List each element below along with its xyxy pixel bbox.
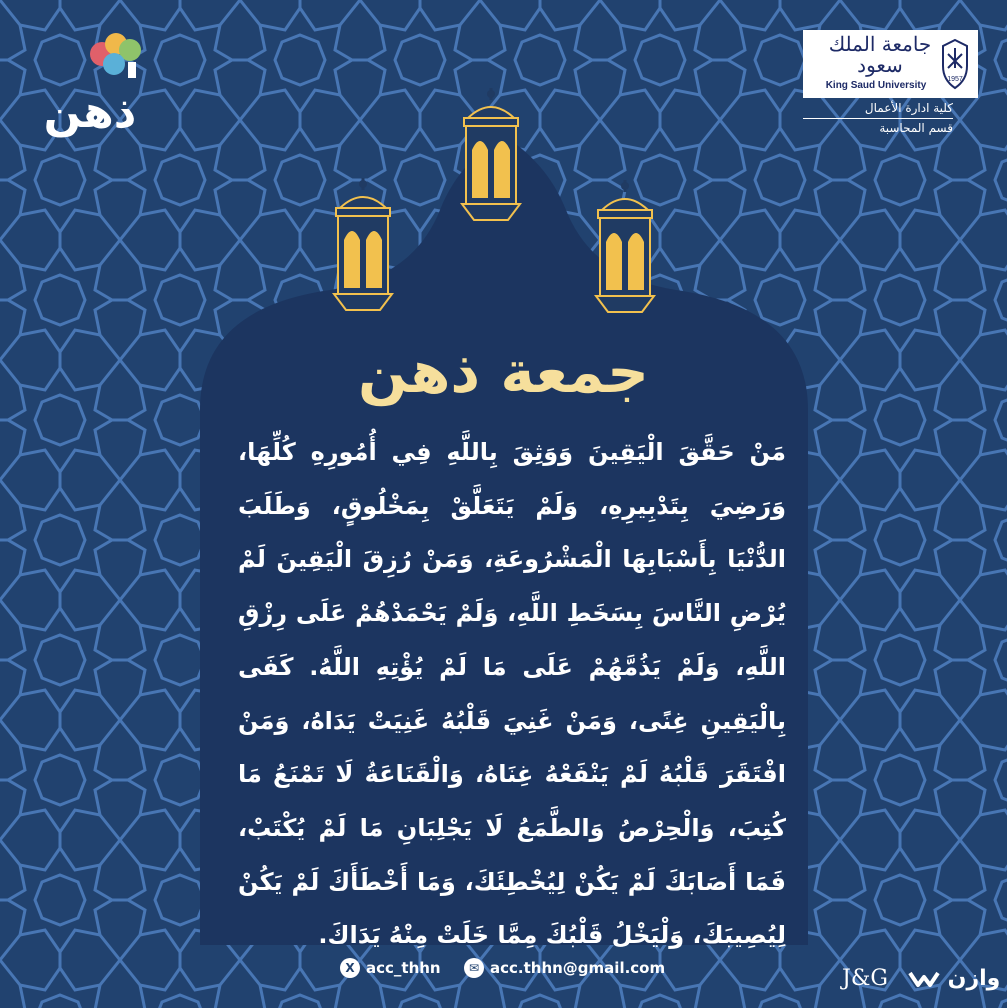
x-handle: acc_thhn: [366, 959, 441, 977]
lantern-center-icon: [458, 88, 524, 228]
lantern-left-icon: [330, 178, 396, 318]
sponsor-wazen-name: وازن: [947, 966, 1001, 991]
x-logo-icon: X: [340, 958, 360, 978]
university-logo: [803, 30, 978, 98]
post-body: مَنْ حَقَّقَ الْيَقِينَ وَوَثِقَ بِاللَّهِ فِي أُمُورِهِ كُلِّهَا، وَرَضِيَ بِتَدْبِيرِهِ، وَلَمْ يَتَعَلَّقْ بِمَخْلُوقٍ، وَطَلَبَ الدُّنْيَا بِأَسْبَابِهَا الْمَشْرُوعَةِ، وَمَنْ رُزِقَ الْيَقِينَ لَمْ يُرْضِ النَّاسَ بِسَخَطِ اللَّهِ، وَلَمْ يَحْمَدْهُمْ عَلَى رِزْقِ اللَّهِ، وَلَمْ يَذُمَّهُمْ عَلَى مَا لَمْ يُؤْتِهِ اللَّهُ. كَفَى بِالْيَقِينِ غِنًى، وَمَنْ غَنِيَ قَلْبُهُ غَنِيَتْ يَدَاهُ، وَمَنْ افْتَقَرَ قَلْبُهُ لَمْ يَنْفَعْهُ غِنَاهُ، وَالْقَنَاعَةُ لَا تَمْنَعُ مَا كُتِبَ، وَالْحِرْصُ وَالطَّمَعُ لَا يَجْلِبَانِ مَا لَمْ يُكْتَبْ، فَمَا أَصَابَكَ لَمْ يَكُنْ لِيُخْطِئَكَ، وَمَا أَخْطَأَكَ لَمْ يَكُنْ لِيُصِيبَكَ، وَلْيَخْلُ قَلْبُكَ مِمَّا خَلَتْ مِنْهُ يَدَاكَ.: [238, 438, 786, 950]
brand-name: ذهن: [43, 87, 137, 138]
x-handle-link[interactable]: [340, 958, 441, 978]
email-address: acc.thhn@gmail.com: [490, 959, 666, 977]
department-name: قسم المحاسبة: [803, 118, 953, 135]
puzzle-brain-icon: [86, 32, 148, 84]
wazen-mark-icon: [908, 969, 940, 989]
college-name: كلية ادارة الأعمال: [864, 101, 953, 115]
university-name-en: King Saud University: [825, 80, 927, 91]
brand-logo: [20, 28, 160, 138]
mail-icon: ✉: [464, 958, 484, 978]
university-emblem-icon: [937, 38, 973, 90]
sponsor-wazen-logo: [908, 966, 1000, 991]
lantern-right-icon: [592, 180, 658, 320]
post-title: جمعة ذهن: [358, 338, 649, 406]
email-link[interactable]: [464, 958, 665, 978]
university-year: 1957: [947, 76, 963, 83]
sponsor-jg-logo: J&G: [842, 966, 888, 991]
university-name-ar: جامعة الملك سعود: [828, 32, 932, 77]
